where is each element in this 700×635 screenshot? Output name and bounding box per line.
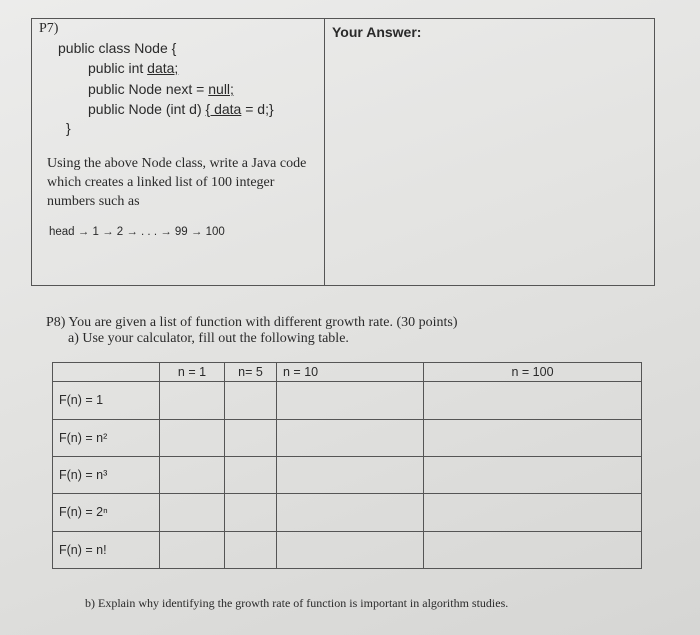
table-header-row	[53, 363, 642, 382]
table-row	[53, 419, 642, 456]
function-label: F(n) = 2ⁿ	[53, 494, 160, 531]
code-line-4-tail: = d;}	[241, 101, 274, 117]
code-line-2-text: public int	[88, 60, 148, 76]
table-header-cell: n = 100	[424, 363, 642, 382]
code-line-2	[88, 58, 178, 78]
answer-cell[interactable]	[160, 419, 225, 456]
answer-cell[interactable]	[277, 382, 424, 419]
p8-title: P8) You are given a list of function with different growth rate. (30 points)	[46, 315, 458, 330]
your-answer-label: Your Answer:	[332, 24, 422, 40]
answer-cell[interactable]	[277, 456, 424, 493]
growth-rate-table	[52, 362, 642, 569]
answer-cell[interactable]	[225, 456, 277, 493]
code-line-4-underlined: { data	[205, 101, 242, 117]
p7-label: P7)	[39, 21, 59, 36]
answer-cell[interactable]	[277, 419, 424, 456]
table-row	[53, 382, 642, 419]
table-header-cell	[53, 363, 160, 382]
table-header-cell: n = 10	[277, 363, 424, 382]
answer-cell[interactable]	[424, 494, 642, 531]
code-line-3-underlined: null;	[208, 81, 234, 97]
function-label: F(n) = n³	[53, 456, 160, 493]
function-label: F(n) = n²	[53, 419, 160, 456]
table-header-cell: n = 1	[160, 363, 225, 382]
p7-instruction: Using the above Node class, write a Java code which creates a linked list of 100 integer numbers such as	[47, 156, 307, 209]
answer-cell[interactable]	[225, 382, 277, 419]
p7-column-divider	[324, 18, 325, 286]
answer-cell[interactable]	[277, 494, 424, 531]
answer-cell[interactable]	[424, 531, 642, 568]
answer-cell[interactable]	[225, 419, 277, 456]
answer-cell[interactable]	[424, 382, 642, 419]
p8-part-a: a) Use your calculator, fill out the following table.	[68, 331, 349, 346]
table-row	[53, 456, 642, 493]
code-line-4	[88, 99, 274, 119]
table-header-cell: n= 5	[225, 363, 277, 382]
answer-cell[interactable]	[160, 382, 225, 419]
answer-cell[interactable]	[424, 419, 642, 456]
code-line-1: public class Node {	[58, 40, 177, 56]
code-line-3-text: public Node next =	[88, 81, 209, 97]
p8-part-b: b) Explain why identifying the growth rate of function is important in algorithm studies.	[85, 596, 509, 610]
answer-cell[interactable]	[277, 531, 424, 568]
code-line-3	[88, 79, 234, 99]
function-label: F(n) = 1	[53, 382, 160, 419]
answer-cell[interactable]	[160, 531, 225, 568]
answer-cell[interactable]	[160, 456, 225, 493]
code-line-2-underlined: data;	[147, 60, 179, 76]
code-line-5: }	[66, 120, 71, 136]
answer-cell[interactable]	[424, 456, 642, 493]
function-label: F(n) = n!	[53, 531, 160, 568]
table-row	[53, 531, 642, 568]
code-line-4-text: public Node (int d)	[88, 101, 206, 117]
answer-cell[interactable]	[225, 494, 277, 531]
answer-cell[interactable]	[225, 531, 277, 568]
table-row	[53, 494, 642, 531]
linked-list-sequence: head → 1 → 2 → . . . → 99 → 100	[49, 226, 225, 238]
answer-cell[interactable]	[160, 494, 225, 531]
